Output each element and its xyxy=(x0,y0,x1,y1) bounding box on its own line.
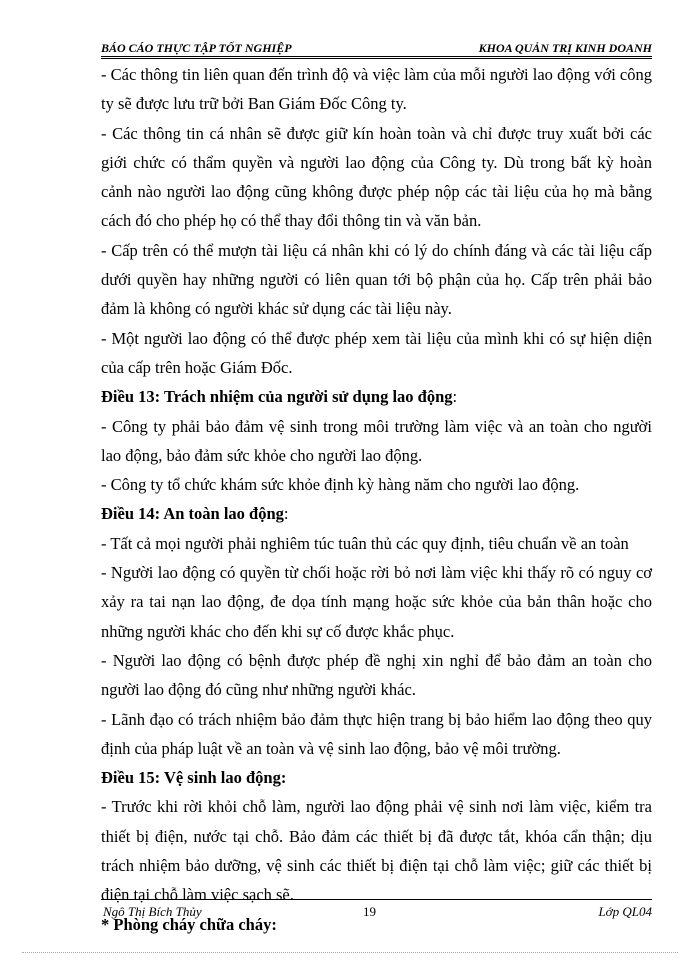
paragraph: - Công ty tổ chức khám sức khỏe định kỳ hàng năm cho người lao động. xyxy=(101,475,580,495)
footer-class: Lớp QL04 xyxy=(598,904,652,919)
footer-divider xyxy=(101,899,652,900)
header-report-title: BÁO CÁO THỰC TẬP TỐT NGHIỆP xyxy=(101,41,292,55)
paragraph: - Các thông tin cá nhân sẽ được giữ kín hoàn toàn và chỉ được truy xuất bởi các giới chức có thẩm quyền và người lao động của Công ty. Dù trong bất kỳ hoàn cảnh nào người lao động cũng không được phép nộp các tài liệu của họ mà bằng cách đó cho phép họ có thể thay đổi thông tin và văn bản. xyxy=(101,123,652,231)
heading-text: Điều 13: Trách nhiệm của người sử dụng lao động xyxy=(101,387,453,407)
section-heading-15: Điều 15: Vệ sinh lao động: xyxy=(101,768,287,788)
heading-colon: : xyxy=(283,504,289,524)
header-faculty: KHOA QUẢN TRỊ KINH DOANH xyxy=(478,41,652,55)
subheading-fire-safety: * Phòng cháy chữa cháy: xyxy=(101,914,277,934)
paragraph: - Tất cả mọi người phải nghiêm túc tuân thủ các quy định, tiêu chuẩn về an toàn xyxy=(101,533,629,553)
heading-text: Điều 14: An toàn lao động xyxy=(101,504,284,524)
page-footer xyxy=(101,904,652,924)
paragraph: - Người lao động có quyền từ chối hoặc rời bỏ nơi làm việc khi thấy rõ có nguy cơ xảy ra tai nạn lao động, đe dọa tính mạng hoặc sức khỏe của bản thân hoặc cho những người khác cho đến khi sự cố được khắc phục. xyxy=(101,563,652,641)
paragraph: - Cấp trên có thể mượn tài liệu cá nhân khi có lý do chính đáng và các tài liệu cấp dưới quyền hay những người có liên quan tới bộ phận của họ. Cấp trên phải bảo đảm là không có người khác sử dụng các tài liệu này. xyxy=(101,240,652,319)
paragraph: - Người lao động có bệnh được phép đề nghị xin nghỉ để bảo đảm an toàn cho người lao động đó cũng như những người khác. xyxy=(101,650,652,700)
header-divider xyxy=(101,56,652,59)
heading-colon: : xyxy=(452,387,458,407)
page-number: 19 xyxy=(363,904,376,919)
section-heading-14 xyxy=(101,499,652,528)
paragraph: - Các thông tin liên quan đến trình độ và việc làm của mỗi người lao động với công ty sẽ được lưu trữ bởi Ban Giám Đốc Công ty. xyxy=(101,65,652,114)
paragraph: - Công ty phải bảo đảm vệ sinh trong môi trường làm việc và an toàn cho người lao động, bảo đảm sức khỏe cho người lao động. xyxy=(101,416,652,465)
paragraph: - Trước khi rời khỏi chỗ làm, người lao động phải vệ sinh nơi làm việc, kiểm tra thiết bị điện, nước tại chỗ. Bảo đảm các thiết bị đã được tắt, khóa cẩn thận; dịu trách nhiệm bảo dưỡng, vệ sinh các thiết bị điện tại chỗ làm việc; giữ các thiết bị điện tại chỗ làm việc sạch sẽ. xyxy=(101,797,652,905)
paragraph: - Lãnh đạo có trách nhiệm bảo đảm thực hiện trang bị bảo hiểm lao động theo quy định của pháp luật về an toàn và vệ sinh lao động, bảo vệ môi trường. xyxy=(101,709,652,758)
paragraph: - Một người lao động có thể được phép xem tài liệu của mình khi có sự hiện diện của cấp trên hoặc Giám Đốc. xyxy=(101,328,652,377)
page-boundary xyxy=(22,952,678,953)
section-heading-13 xyxy=(101,382,652,411)
document-body xyxy=(101,60,652,939)
footer-author: Ngô Thị Bích Thủy xyxy=(103,904,202,919)
